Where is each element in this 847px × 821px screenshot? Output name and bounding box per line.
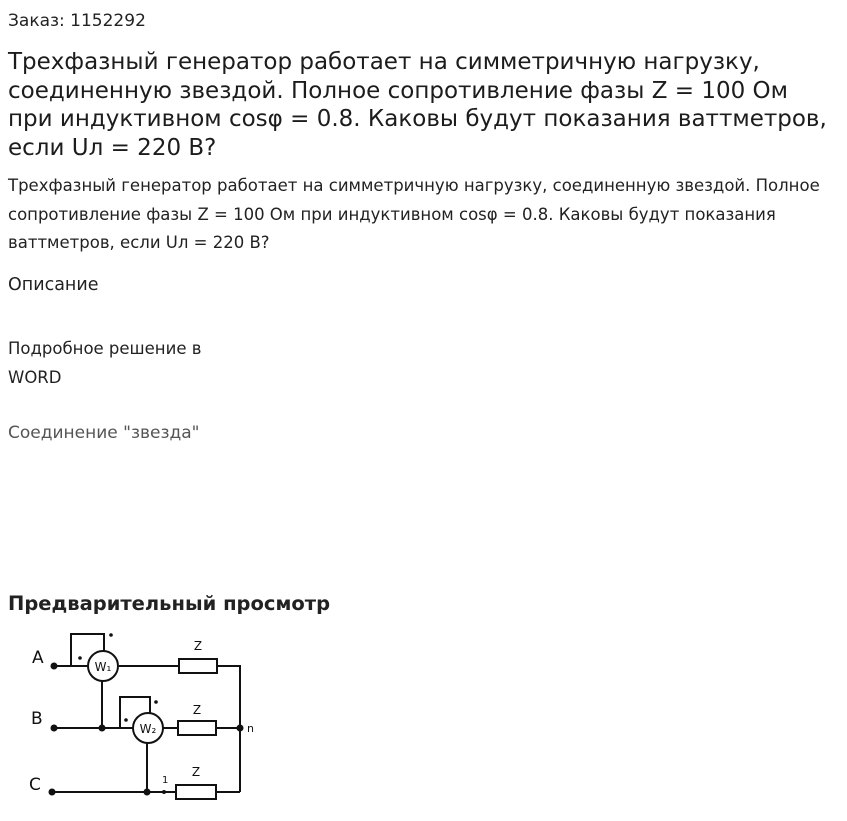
circuit-diagram xyxy=(16,626,266,806)
node-label: 1 xyxy=(162,775,169,786)
order-number: Заказ: 1152292 xyxy=(8,11,146,31)
preview-heading: Предварительный просмотр xyxy=(8,592,331,615)
category-tag[interactable]: Соединение "звезда" xyxy=(8,423,200,443)
phase-b-label: B xyxy=(31,709,43,729)
neutral-label: n xyxy=(247,722,254,735)
wattmeter-1-label: W₁ xyxy=(94,660,112,674)
impedance-c-label: Z xyxy=(191,765,201,779)
impedance-a-label: Z xyxy=(193,639,203,653)
phase-c-label: C xyxy=(29,775,41,795)
impedance-b-label: Z xyxy=(192,703,202,717)
description-text: Подробное решение в WORD xyxy=(8,339,202,387)
page-title: Трехфазный генератор работает на симметричную нагрузку, соединенную звездой. Полное сопротивление фазы Z = 100 Ом при индуктивном cosφ = 0.8. Каковы будут показания ваттметров, если Uл = 220 В? xyxy=(8,49,827,161)
impedance-b xyxy=(178,721,216,735)
wattmeter-2-label: W₂ xyxy=(139,722,157,736)
impedance-a xyxy=(179,659,217,673)
preview-image xyxy=(16,626,266,806)
problem-text: Трехфазный генератор работает на симметричную нагрузку, соединенную звездой. Полное сопротивление фазы Z = 100 Ом при индуктивном cosφ = 0.8. Каковы будут показания ваттметров, если Uл = 220 В? xyxy=(8,176,820,252)
impedance-c xyxy=(176,785,216,799)
phase-a-label: A xyxy=(32,648,44,668)
description-heading: Описание xyxy=(8,275,99,295)
